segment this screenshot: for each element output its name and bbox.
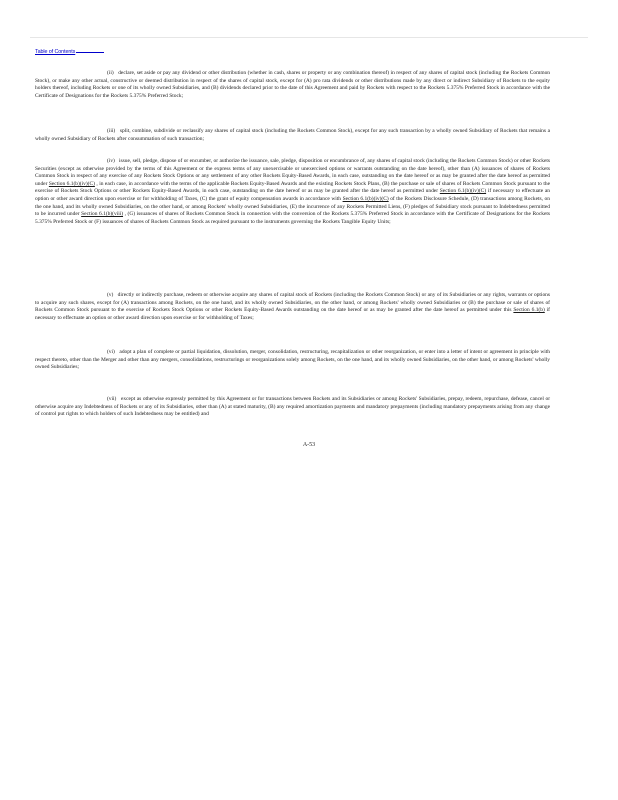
clause-text: if necessary to effectuate an option or other award direction upon exercise or for withholding of Taxes; — [35, 307, 550, 321]
paragraph-v — [35, 292, 550, 322]
paragraph-vii — [35, 396, 550, 419]
top-divider — [30, 37, 588, 38]
clause-text: , (G) issuances of shares of Rockets Common Stock in connection with the conversion of the Rockets 5.375% Preferred Stock in accordance with the Certificate of Designations for the Rockets 5.375% Preferred Stock or (F) issuances of shares of Rockets Common Stock as required pursuant to the instruments governing the Rockets Tangible Equity Units; — [35, 211, 550, 225]
clause-text: , in each case, in accordance with the terms of the applicable Rockets Equity-Based Awards and the existing Rockets Stock Plans, (B) the purchase or sale of shares of Rockets Common Stock pursuant to the exercise of Rockets Stock Options or other Rockets Equity-Based Awards, in each case, outstanding on the date hereof or as may be granted after the date hereof as permitted under — [35, 180, 550, 195]
clause-text: directly or indirectly purchase, redeem or otherwise acquire any shares of capital stock of Rockets (including the Rockets Common Stock) or any of its Subsidiaries or any rights, warrants or options to acquire any such shares, except for (A) transactions among Rockets, on the one hand, and its wholly owned Subsidiaries, on the other hand, or among Rockets' wholly owned Subsidiaries or (B) the purchase or sale of shares of Rockets Common Stock pursuant to the exercise of Rockets Stock Options or other Rockets Equity-Based Awards outstanding on the date hereof or as may be granted after the date hereof as permitted under this — [35, 292, 550, 314]
paragraph-iii — [35, 128, 550, 143]
clause-text: except as otherwise expressly permitted by this Agreement or for transactions between Rockets and its Subsidiaries or among Rockets' Subsidiaries, prepay, redeem, repurchase, defease, cancel or otherwise acquire any Indebtedness of Rockets or any of its Subsidiaries, other than (A) at stated maturity, (B) any required amortization payments and mandatory prepayments (including mandatory prepayments arising from any change of control put rights to which holders of such Indebtedness may be entitled) and — [35, 396, 551, 418]
clause-number: (ii) — [107, 70, 114, 76]
paragraph-ii — [35, 70, 550, 100]
clause-text: declare, set aside or pay any dividend or other distribution (whether in cash, shares or property or any combination thereof) in respect of any shares of capital stock (including the Rockets Common Stock), or make any other actual, constructive or deemed distribution in respect of the shares of capital stock, except for (A) pro rata dividends or other distributions made by any direct or indirect Subsidiary of Rockets to the equity holders thereof, including Rockets or one of its wholly owned Subsidiaries, and (B) dividends declared prior to the date of this Agreement and paid by Rockets with respect to the Rockets 5.375% Preferred Stock in accordance with the Certificate of Designations for the Rockets 5.375% Preferred Stock; — [35, 70, 551, 99]
paragraph-vi — [35, 349, 550, 372]
section-reference-link[interactable]: Section 6.1(b)(iv)(C) — [342, 195, 389, 202]
clause-text: of the Rockets Disclosure Schedule, (D) transactions among Rockets, on the one hand, and its wholly owned Subsidiaries, on the other hand, or among Rockets' wholly owned Subsidiaries, (E) the incurrence of any Rockets Permitted Liens, (F) pledges of Subsidiary stock pursuant to Indebtedness permitted to be incurred under — [35, 195, 550, 218]
clause-number: (iv) — [107, 158, 115, 164]
clause-number: (vii) — [107, 396, 117, 402]
clause-number: (v) — [107, 292, 114, 298]
clause-number: (iii) — [107, 128, 116, 134]
section-reference-link[interactable]: Section 6.1(b)(iv)(C) — [48, 180, 95, 187]
clause-text: if necessary to effectuate an option or other award direction upon exercise or for withholding of Taxes, (C) the grant of equity compensation awards in accordance with — [35, 188, 551, 202]
table-of-contents-link[interactable]: Table of Contents — [35, 49, 104, 55]
clause-text: issue, sell, pledge, dispose of or encumber, or authorize the issuance, sale, pledge, disposition or encumbrance of, any shares of capital stock (including the Rockets Common Stock) or other Rockets Securities (except as otherwise provided by the terms of this Agreement or the express terms of any unexercisable or unexercised options or warrants outstanding on the date hereof), other than (A) issuances of shares of Rockets Common Stock in respect of any exercise of any Rockets Stock Options or any settlement of any other Rockets Equity-Based Awards, in each case, outstanding on the date hereof or as may be granted after the date hereof as permitted under — [35, 158, 551, 187]
paragraph-iv — [35, 158, 550, 226]
clause-number: (vi) — [107, 349, 115, 355]
page-number: A-53 — [302, 442, 316, 448]
section-reference-link[interactable]: Section 6.1(b) — [513, 307, 545, 314]
clause-text: split, combine, subdivide or reclassify any shares of capital stock (including the Rockets Common Stock), except for any such transaction by a wholly owned Subsidiary of Rockets that remains a wholly owned Subsidiary of Rockets after consummation of such transaction; — [35, 128, 551, 142]
section-reference-link[interactable]: Section 6.1(b)(iv)(C) — [439, 188, 487, 195]
section-reference-link[interactable]: Section 6.1(b)(viii) — [81, 211, 124, 218]
clause-text: adopt a plan of complete or partial liquidation, dissolution, merger, consolidation, restructuring, recapitalization or other reorganization, or enter into a letter of intent or agreement in principle with respect thereto, other than the Merger and other than any mergers, consolidations, restructurings or reorganizations solely among Rockets, on the one hand, and its wholly owned Subsidiaries, on the other hand, or among Rockets' wholly owned Subsidiaries; — [35, 349, 550, 371]
